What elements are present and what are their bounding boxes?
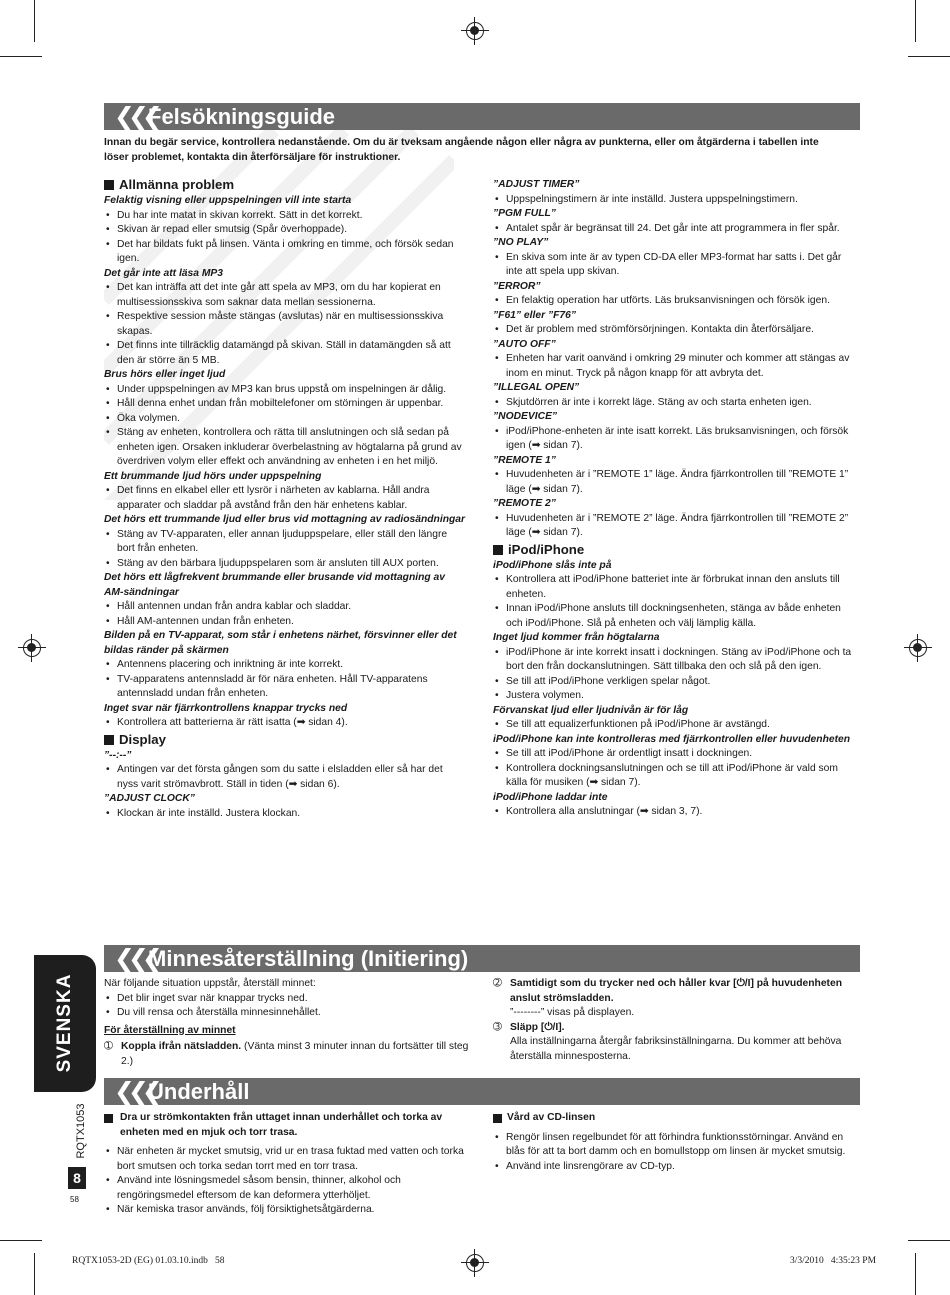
list-item: • Det blir inget svar när knappar trycks ned. [104, 992, 470, 1007]
list-item: • En felaktig operation har utförts. Läs bruksanvisningen och försök igen. [493, 294, 855, 309]
list-item: • iPod/iPhone-enheten är inte isatt korrekt. Läs bruksanvisningen, och försök igen (➡ sidan 7). [493, 425, 855, 454]
symptom-heading: ”ERROR” [493, 280, 541, 292]
symptom-heading: ”ILLEGAL OPEN” [493, 382, 580, 393]
list-item: • Håll antennen undan från andra kablar och sladdar. [104, 600, 466, 615]
symptom-heading: ”REMOTE 2” [493, 498, 556, 509]
care-left [104, 1111, 472, 1218]
list-item: • Håll AM-antennen undan från enheten. [104, 615, 466, 630]
list-item: • Använd inte lösningsmedel såsom bensin, thinner, alkohol och rengöringsmedel eftersom de kan deformera ytterhöljet. [104, 1174, 472, 1203]
symptom-heading: ”NO PLAY” [493, 237, 549, 248]
symptom-heading: ”PGM FULL” [493, 208, 556, 219]
list-item: • Du vill rensa och återställa minnesinnehållet. [104, 1006, 470, 1021]
list-item: • Antalet spår är begränsat till 24. Det går inte att programmera in fler spår. [493, 222, 855, 237]
care-heading-text: Dra ur strömkontakten från uttaget innan underhållet och torka av enheten med en mjuk och torr trasa. [120, 1112, 443, 1138]
symptom-heading: Brus hörs eller inget ljud [104, 369, 226, 380]
crop-mark [0, 1240, 42, 1241]
symptom-heading: iPod/iPhone laddar inte [493, 791, 608, 803]
list-item: • Kontrollera att iPod/iPhone batteriet inte är förbrukat innan den ansluts till enheten. [493, 573, 855, 602]
list-item: • Skjutdörren är inte i korrekt läge. Stäng av och starta enheten igen. [493, 396, 855, 411]
reset-intro: När följande situation uppstår, återställ minnet: [104, 978, 316, 989]
step-text: (Vänta minst 3 minuter innan du fortsätter till steg 2.) [121, 1041, 469, 1067]
reset-step-3 [493, 1021, 853, 1036]
reset-step-2 [493, 977, 853, 1006]
banner-title: Minnesåterställning (Initiering) [148, 946, 469, 971]
step-bold: Släpp [⏻/I]. [510, 1021, 565, 1033]
symptom-heading: Felaktig visning eller uppspelningen vill inte starta [104, 195, 352, 206]
step-note: Alla inställningarna återgår fabriksinställningarna. Du kommer att behöva återställa minnesposterna. [510, 1036, 842, 1062]
step-bold: Koppla ifrån nätsladden. [121, 1041, 242, 1052]
list-item: • Stäng av den bärbara ljuduppspelaren som är ansluten till AUX porten. [104, 557, 466, 572]
symptom-heading: Ett brummande ljud hörs under uppspelning [104, 470, 322, 482]
registration-mark-icon [466, 1254, 484, 1272]
list-item: • Det är problem med strömförsörjningen. Kontakta din återförsäljare. [493, 323, 855, 338]
square-bullet-icon [493, 545, 503, 555]
list-item: • Det finns inte tillräcklig datamängd på skivan. Ställ in datamängden så att den är större än 5 MB. [104, 339, 466, 368]
list-item: • När kemiska trasor används, följ försiktighetsåtgärderna. [104, 1203, 472, 1218]
list-item: • Huvudenheten är i ”REMOTE 2” läge. Ändra fjärrkontrollen till ”REMOTE 2” läge (➡ sidan 7). [493, 512, 855, 541]
section-heading [104, 176, 466, 194]
intro-text: Innan du begär service, kontrollera nedanstående. Om du är tveksam angående någon eller några av punkterna, eller om åtgärderna i tabellen inte löser problemet, kontakta din återförsäljare för instruktioner. [104, 137, 819, 163]
list-item: • Justera volymen. [493, 689, 855, 704]
care-heading-text: Vård av CD-linsen [507, 1112, 596, 1123]
care-heading [104, 1111, 472, 1140]
list-item: • Det finns en elkabel eller ett lysrör i närheten av kablarna. Håll andra apparater och sladdar på avstånd från den här enhetens kablar. [104, 484, 466, 513]
section-banner-maintenance [104, 1078, 860, 1105]
left-column [104, 176, 466, 821]
list-item: • Kontrollera dockningsanslutningen och se till att iPod/iPhone är vald som källa för musiken (➡ sidan 7). [493, 762, 855, 791]
page-number-small: 58 [70, 1195, 79, 1204]
section-heading [104, 731, 466, 749]
page-number-box [68, 1167, 86, 1189]
crop-mark [908, 56, 950, 57]
step-number: ➀ [104, 1041, 113, 1052]
crop-mark [34, 0, 35, 42]
list-item: • Se till att equalizerfunktionen på iPod/iPhone är avstängd. [493, 718, 855, 733]
list-item: • Håll denna enhet undan från mobiltelefoner om störningen är uppenbar. [104, 397, 466, 412]
list-item: • Respektive session måste stängas (avslutas) när en multisessionsskiva skapas. [104, 310, 466, 339]
list-item: • Antingen var det första gången som du satte i elsladden eller så har det nyss varit strömavbrott. Ställ in tiden (➡ sidan 6). [104, 763, 466, 792]
symptom-heading: ”AUTO OFF” [493, 338, 556, 350]
list-item: • Du har inte matat in skivan korrekt. Sätt in det korrekt. [104, 209, 466, 224]
list-item: • Öka volymen. [104, 412, 466, 427]
footer-left: RQTX1053-2D (EG) 01.03.10.indb 58 [72, 1256, 225, 1266]
symptom-heading: Det hörs ett trummande ljud eller brus vid mottagning av radiosändningar [104, 514, 466, 525]
section-banner-reset [104, 945, 860, 972]
list-item: • Uppspelningstimern är inte inställd. Justera uppspelningstimern. [493, 193, 855, 208]
square-bullet-icon [493, 1114, 502, 1123]
list-item: • När enheten är mycket smutsig, vrid ur en trasa fuktad med vatten och torka bort smutsen och torka sedan torrt med en torr trasa. [104, 1145, 472, 1174]
right-column [493, 178, 855, 820]
crop-mark [915, 0, 916, 42]
step-note: ”--------” visas på displayen. [510, 1007, 635, 1018]
list-item: • iPod/iPhone är inte korrekt insatt i dockningen. Stäng av iPod/iPhone och ta bort den från dockanslutningen. Sätt tillbaka den och slå på den igen. [493, 646, 855, 675]
section-heading-text: Allmänna problem [119, 177, 235, 192]
footer-right: 3/3/2010 4:35:23 PM [790, 1256, 877, 1266]
list-item: • Antennens placering och inriktning är inte korrekt. [104, 658, 466, 673]
step-bold: Samtidigt som du trycker ned och håller kvar [⏻/I] på huvudenheten anslut strömsladden. [510, 978, 842, 1004]
symptom-heading: ”F61” eller ”F76” [493, 309, 576, 321]
list-item: • Se till att iPod/iPhone är ordentligt insatt i dockningen. [493, 747, 855, 762]
page-number: 8 [73, 1170, 81, 1186]
section-heading-text: Display [119, 731, 166, 747]
care-right [493, 1111, 855, 1174]
list-item: • Klockan är inte inställd. Justera klockan. [104, 807, 466, 822]
list-item: • TV-apparatens antennsladd är för nära enheten. Håll TV-apparatens antennsladd undan från enheten. [104, 673, 466, 702]
list-item: • Under uppspelningen av MP3 kan brus uppstå om inspelningen är dålig. [104, 383, 466, 398]
list-item: • Det kan inträffa att det inte går att spela av MP3, om du har kopierat en multisessionsskiva som saknar data mellan sessionerna. [104, 281, 466, 310]
crop-mark [915, 1253, 916, 1295]
section-heading [493, 541, 855, 559]
symptom-heading: Inget ljud kommer från högtalarna [493, 632, 660, 643]
symptom-heading: Det hörs ett lågfrekvent brummande eller brusande vid mottagning av AM-sändningar [104, 572, 446, 598]
list-item: • Stäng av TV-apparaten, eller annan ljuduppspelare, eller ställ den längre bort från enheten. [104, 528, 466, 557]
square-bullet-icon [104, 1114, 113, 1123]
list-item: • Kontrollera att batterierna är rätt isatta (➡ sidan 4). [104, 716, 466, 731]
registration-mark-icon [909, 639, 927, 657]
language-tab-label: SVENSKA [54, 973, 75, 1073]
list-item: • Se till att iPod/iPhone verkligen spelar något. [493, 675, 855, 690]
symptom-heading: ”ADJUST CLOCK” [104, 793, 195, 804]
language-tab [34, 955, 96, 1092]
symptom-heading: iPod/iPhone kan inte kontrolleras med fjärrkontrollen eller huvudenheten [493, 733, 851, 745]
list-item: • Skivan är repad eller smutsig (Spår överhoppade). [104, 223, 466, 238]
crop-mark [908, 1240, 950, 1241]
list-item: • Använd inte linsrengörare av CD-typ. [493, 1160, 855, 1175]
symptom-heading: ”NODEVICE” [493, 411, 558, 422]
model-code: RQTX1053 [75, 1103, 87, 1159]
symptom-heading: Det går inte att läsa MP3 [104, 267, 224, 279]
list-item: • Rengör linsen regelbundet för att förhindra funktionsstörningar. Använd en blås för att ta bort damm och en bomullstopp om linsen är mycket smutsig. [493, 1131, 855, 1160]
list-item: • En skiva som inte är av typen CD-DA eller MP3-format har satts i. Det går inte att spela upp skivan. [493, 251, 855, 280]
symptom-heading: Bilden på en TV-apparat, som står i enhetens närhet, försvinner eller det bildas ränder på skärmen [104, 630, 457, 656]
banner-title: Underhåll [148, 1079, 250, 1104]
symptom-heading: ”--:--” [104, 749, 132, 761]
symptom-heading: iPod/iPhone slås inte på [493, 559, 612, 571]
list-item: • Kontrollera alla anslutningar (➡ sidan 3, 7). [493, 805, 855, 820]
registration-mark-icon [466, 22, 484, 40]
care-heading [493, 1111, 855, 1126]
square-bullet-icon [104, 180, 114, 190]
symptom-heading: ”ADJUST TIMER” [493, 179, 580, 190]
section-banner-troubleshooting [104, 103, 860, 130]
chevron-icon: ❮❮❮ [114, 102, 156, 131]
crop-mark [34, 1253, 35, 1295]
crop-mark [0, 56, 42, 57]
square-bullet-icon [104, 735, 114, 745]
step-number: ➂ [493, 1021, 502, 1033]
banner-title: Felsökningsguide [148, 104, 336, 129]
registration-mark-icon [23, 639, 41, 657]
list-item: • Stäng av enheten, kontrollera och rätta till anslutningen och slå sedan på enheten igen. Orsaken inkluderar överbelastning av högtalarna på grund av överdriven volym eller effekt och användning av enheten i en het miljö. [104, 426, 466, 470]
list-item: • Huvudenheten är i ”REMOTE 1” läge. Ändra fjärrkontrollen till ”REMOTE 1” läge (➡ sidan 7). [493, 468, 855, 497]
symptom-heading: Inget svar när fjärrkontrollens knappar trycks ned [104, 702, 348, 714]
step-number: ➁ [493, 978, 502, 989]
section-heading-text: iPod/iPhone [508, 541, 585, 557]
list-item: • Det har bildats fukt på linsen. Vänta i omkring en timme, och försök sedan igen. [104, 238, 466, 267]
symptom-heading: ”REMOTE 1” [493, 454, 556, 466]
chevron-icon: ❮❮❮ [114, 1077, 156, 1106]
reset-step-1 [104, 1040, 470, 1069]
reset-left [104, 977, 470, 1069]
list-item: • Enheten har varit oanvänd i omkring 29 minuter och kommer att stängas av inom en minut. Tryck på någon knapp för att avbryta det. [493, 352, 855, 381]
chevron-icon: ❮❮❮ [114, 944, 156, 973]
reset-heading: För återställning av minnet [104, 1024, 236, 1036]
reset-right [493, 977, 853, 1064]
list-item: • Innan iPod/iPhone ansluts till dockningsenheten, stänga av både enheten och iPod/iPhone. Slå på enheten och välj lämplig källa. [493, 602, 855, 631]
symptom-heading: Förvanskat ljud eller ljudnivån är för låg [493, 704, 689, 716]
